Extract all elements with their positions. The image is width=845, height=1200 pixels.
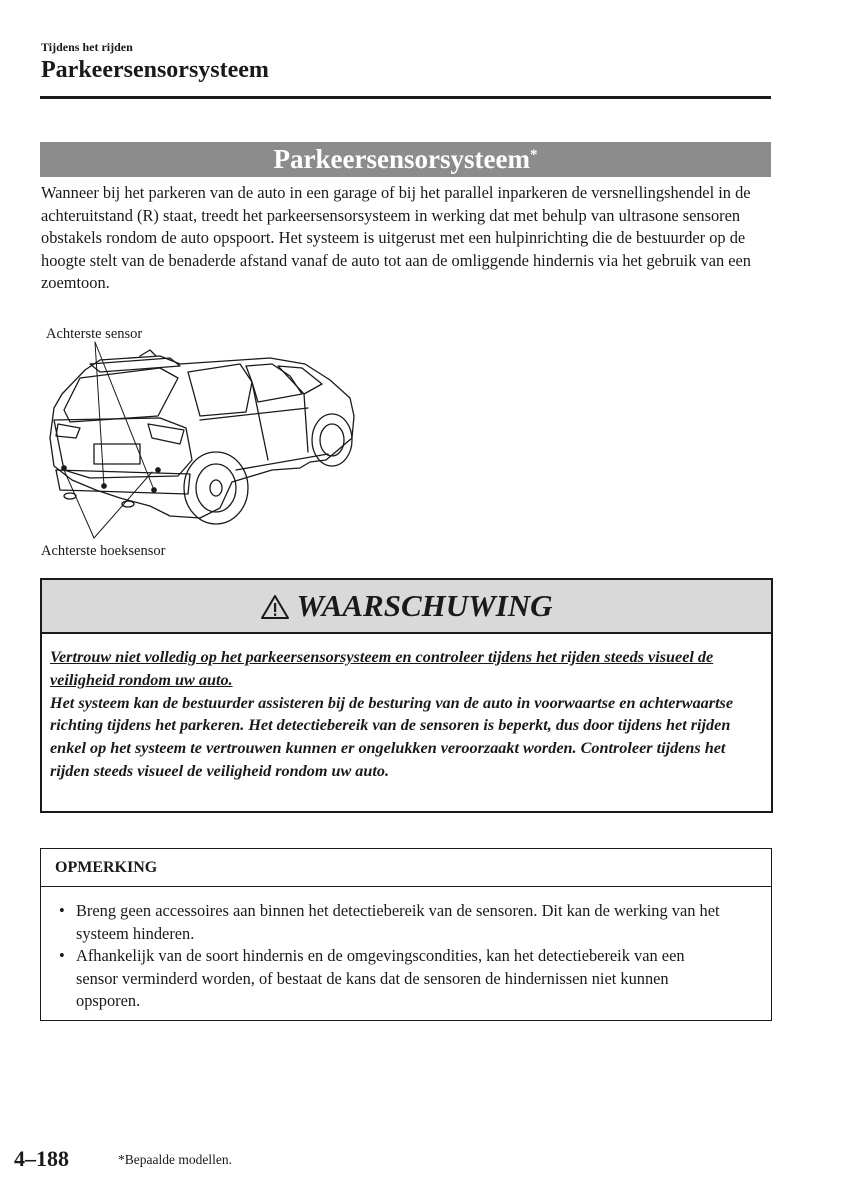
note-header: OPMERKING: [41, 849, 771, 887]
bullet-icon: •: [59, 901, 65, 920]
label-rear-sensor: Achterste sensor: [46, 326, 143, 342]
footnote-marker: *: [529, 147, 538, 163]
section-heading-text: Parkeersensorsysteem: [273, 144, 530, 174]
warning-box: [40, 578, 773, 813]
car-drawing: [40, 320, 370, 570]
page-title: Parkeersensorsysteem: [41, 57, 269, 83]
warning-header: [42, 580, 771, 634]
warning-lead: Vertrouw niet volledig op het parkeersensorsysteem en controleer tijdens het rijden steeds visueel de veiligheid rondom uw auto.: [50, 648, 714, 689]
section-heading: [40, 142, 771, 177]
page-number: 4–188: [14, 1146, 69, 1171]
note-box: [40, 848, 772, 1021]
list-item: [59, 945, 726, 1013]
list-item: [59, 900, 726, 945]
note-list: [41, 887, 771, 1013]
running-header: Tijdens het rijden: [41, 40, 133, 54]
intro-paragraph: Wanneer bij het parkeren van de auto in een garage of bij het parallel inparkeren de versnellingshendel in de achteruitstand (R) staat, treedt het parkeersensorsysteem in werking dat met behulp van ultrasone sensoren obstakels rondom de auto opspoort. Het systeem is uitgerust met een hulpinrichting die de bestuurder op de hoogte stelt van de benaderde afstand vanaf de auto tot aan de omliggende hindernis via het gebruik van een zoemtoon.: [41, 183, 752, 293]
header-rule: [40, 96, 771, 99]
car-illustration: [40, 320, 370, 570]
warning-body: [42, 634, 771, 783]
warning-triangle-icon: [260, 594, 290, 620]
note-item-text: Afhankelijk van de soort hindernis en de omgevingscondities, kan het detectiebereik van een sensor verminderd worden, of bestaat de kans dat de sensoren de hindernissen niet kunnen opsporen.: [76, 946, 685, 1011]
footnote: *Bepaalde modellen.: [118, 1152, 232, 1167]
warning-title: WAARSCHUWING: [296, 588, 553, 623]
bullet-icon: •: [59, 946, 65, 966]
warning-text: Het systeem kan de bestuurder assisteren bij de besturing van de auto in voorwaartse en achterwaartse richting tijdens het parkeren. Het detectiebereik van de sensoren is beperkt, dus door tijdens het rijden enkel op het systeem te vertrouwen kunnen er ongelukken veroorzaakt worden. Controleer tijdens het rijden steeds visueel de veiligheid rondom uw auto.: [50, 693, 734, 780]
note-item-text: Breng geen accessoires aan binnen het detectiebereik van de sensoren. Dit kan de werking van het systeem hinderen.: [76, 901, 720, 943]
label-corner-sensor: Achterste hoeksensor: [41, 543, 166, 559]
